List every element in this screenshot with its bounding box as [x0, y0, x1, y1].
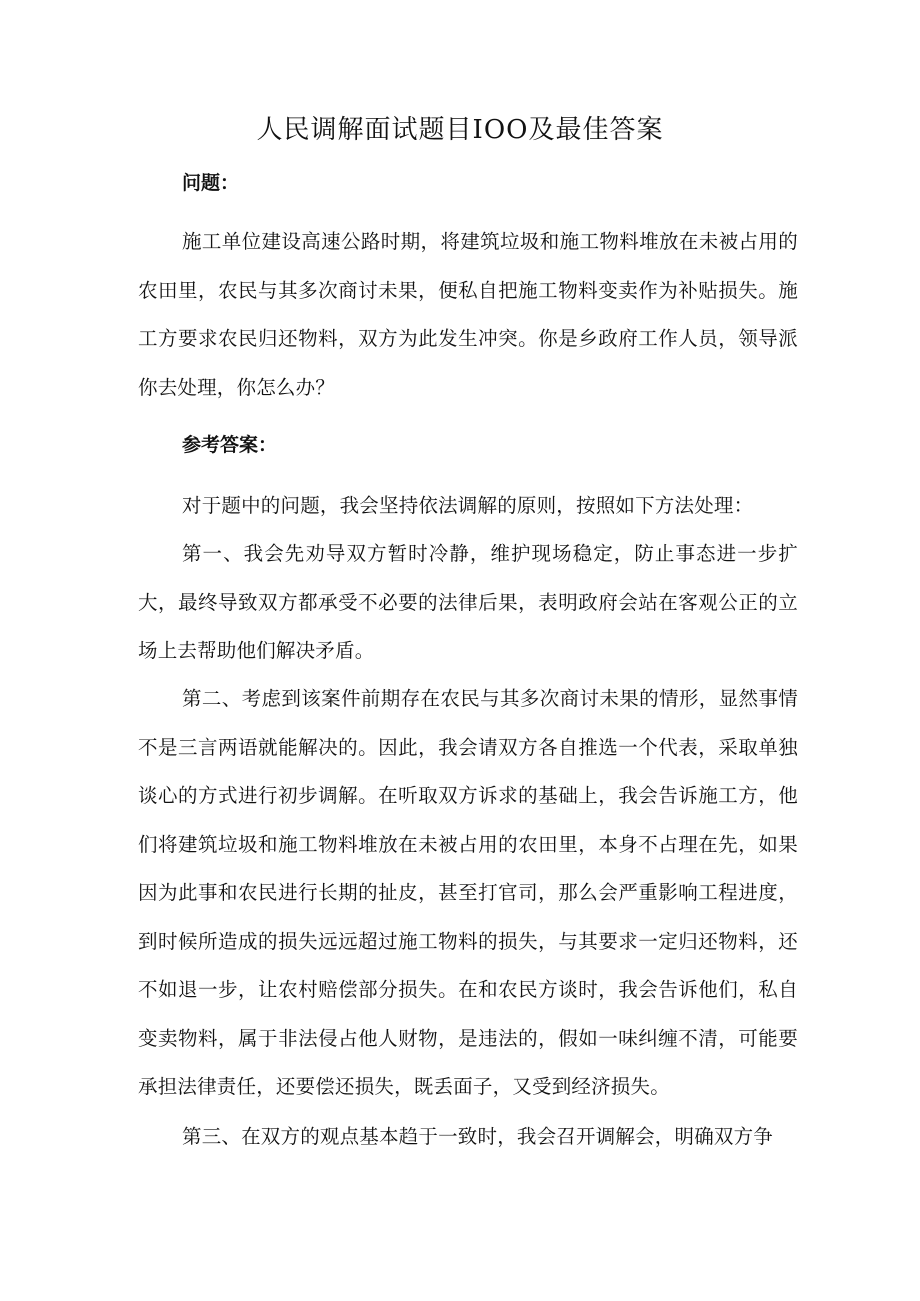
question-paragraph: 施工单位建设高速公路时期，将建筑垃圾和施工物料堆放在未被占用的农田里，农民与其多次商讨未果，便私自把施工物料变卖作为补贴损失。施工方要求农民归还物料，双方为此发生冲突。你是乡政府工作人员，领导派你去处理，你怎么办？ [138, 230, 798, 399]
answer-heading: 参考答案： [182, 434, 278, 456]
answer-paragraph-third: 第三、在双方的观点基本趋于一致时，我会召开调解会，明确双方争 [182, 1125, 774, 1148]
answer-paragraph-first: 第一、我会先劝导双方暂时冷静，维护现场稳定，防止事态进一步扩大，最终导致双方都承受不必要的法律后果，表明政府会站在客观公正的立场上去帮助他们解决矛盾。 [138, 542, 798, 662]
document-title: 人民调解面试题目IOO及最佳答案 [256, 115, 664, 145]
answer-paragraph-intro: 对于题中的问题，我会坚持依法调解的原则，按照如下方法处理： [182, 494, 754, 517]
answer-paragraph-second: 第二、考虑到该案件前期存在农民与其多次商讨未果的情形，显然事情不是三言两语就能解决的。因此，我会请双方各自推选一个代表，采取单独谈心的方式进行初步调解。在听取双方诉求的基础上，我会告诉施工方，他们将建筑垃圾和施工物料堆放在未被占用的农田里，本身不占理在先，如果因为此事和农民进行长期的扯皮，甚至打官司，那么会严重影响工程进度，到时候所造成的损失远远超过施工物料的损失，与其要求一定归还物料，还不如退一步，让农村赔偿部分损失。在和农民方谈时，我会告诉他们，私自变卖物料，属于非法侵占他人财物，是违法的，假如一味纠缠不清，可能要承担法律责任，还要偿还损失，既丢面子，又受到经济损失。 [138, 687, 798, 1098]
question-heading: 问题： [182, 172, 240, 194]
